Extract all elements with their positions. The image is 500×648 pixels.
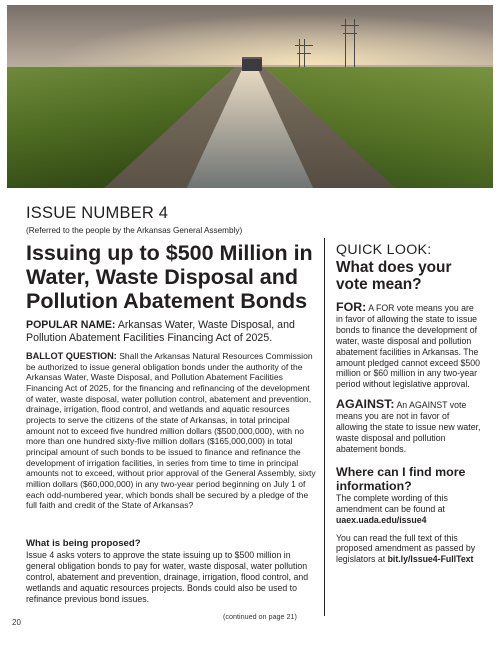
for-vote-paragraph	[336, 302, 482, 390]
for-text: A FOR vote means you are in favor of allowing the state to issue bonds to finance the development of water, waste disposal and pollution abatement facilities in Arkansas. The amount pledged cannot exceed $500 million or $60 million in any two-year period without legislative approval.	[336, 303, 481, 390]
for-label: FOR:	[336, 300, 367, 314]
quick-look-sidebar	[336, 242, 482, 565]
more-info-heading: Where can I find more information?	[336, 464, 466, 493]
referred-note: (Referred to the people by the Arkansas General Assembly)	[26, 226, 243, 235]
continued-note: (continued on page 21)	[223, 612, 297, 621]
issue-title: Issuing up to $500 Million in Water, Waste Disposal and Pollution Abatement Bonds	[26, 241, 313, 313]
against-text: An AGAINST vote means you are not in favor of allowing the state to issue new water, waste disposal and pollution abatement bonds.	[336, 400, 481, 454]
power-tower	[345, 19, 355, 67]
full-text-paragraph	[336, 533, 482, 566]
hero-photo-irrigation-canal	[7, 5, 493, 188]
page-number: 20	[12, 618, 21, 627]
against-label: AGAINST:	[336, 397, 395, 412]
more-info-link[interactable]: uaex.uada.edu/issue4	[336, 514, 427, 525]
ballot-question-text: Shall the Arkansas Natural Resources Commission be authorized to issue general obligation bonds under the authority of the Arkansas Water, Waste Disposal, and Pollution Abatement Facilities Financing Act of 2025, for the financing and refinancing of the development of water, waste disposal, water pollution control, abatement and prevention, drainage, irrigation, flood control, and wetlands and aquatic resources projects to serve the citizens of the state of Arkansas, in total principal amount not to exceed five hundred million dollars ($500,000,000), with no more than one hundred sixty-five million dollars ($165,000,000) in total principal amount of such bonds to be issued to finance and refinance the development of irrigation facilities, in series from time to time in principal amounts not to exceed, without prior approval of the General Assembly, sixty million dollars ($60,000,000) in any two-year period beginning on July 1 of each odd-numbered year, which bonds shall be secured by a pledge of the full faith and credit of the State of Arkansas?	[26, 351, 316, 511]
more-info-paragraph	[336, 493, 482, 526]
full-text-text: You can read the full text of this proposed amendment as passed by legislators at	[336, 532, 476, 565]
proposed-text: Issue 4 asks voters to approve the state issuing up to $500 million in general obligation bonds to pay for water, waste disposal, water pollution control, abatement and prevention, drainage, irrigation, flood control, and wetlands and aquatic resources projects. Bonds could also be used to refinance previous bond issues.	[26, 550, 309, 604]
issue-number-label: ISSUE NUMBER 4	[26, 204, 169, 222]
ballot-question-paragraph	[26, 351, 318, 511]
against-vote-paragraph	[336, 399, 482, 455]
power-tower-far	[299, 39, 305, 67]
ballot-question-label: BALLOT QUESTION:	[26, 351, 117, 361]
quick-look-title: What does your vote mean?	[336, 259, 452, 293]
popular-name-label: POPULAR NAME:	[26, 319, 116, 331]
proposed-heading: What is being proposed?	[26, 538, 141, 549]
water-gate	[242, 57, 262, 71]
column-divider	[324, 238, 325, 616]
quick-look-label: QUICK LOOK:	[336, 242, 432, 258]
popular-name-text: Arkansas Water, Waste Disposal, and Pollution Abatement Facilities Financing Act of 2025.	[26, 319, 295, 345]
full-text-link[interactable]: bit.ly/Issue4-FullText	[387, 554, 474, 565]
more-info-text: The complete wording of this amendment can be found at	[336, 492, 448, 514]
popular-name-paragraph	[26, 319, 316, 346]
sunset-glow	[7, 5, 493, 65]
